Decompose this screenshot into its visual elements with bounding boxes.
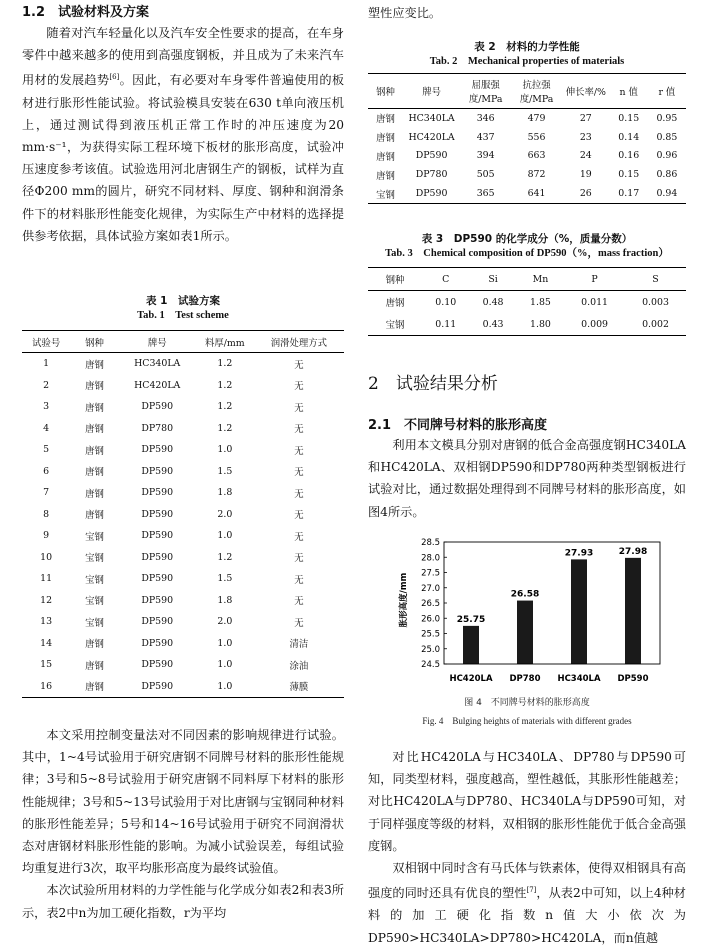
- table3-row: [368, 291, 686, 314]
- table1-cell: 唐钢: [85, 682, 104, 694]
- table2-cell: 641: [527, 188, 546, 200]
- table1-cell: 1.0: [217, 659, 233, 671]
- table2-cell: 556: [527, 131, 546, 143]
- table1-row: [22, 525, 344, 547]
- para4-text: 利用本文模具分别对唐钢的低合金高强度钢HC340LA和HC420LA、双相钢DP590和DP780两种类型钢板进行试验对比，通过数据处理得到不同牌号材料的胀形高度，如图4所示。: [368, 438, 686, 519]
- table2-header: 牌号: [422, 87, 441, 98]
- table1-cell: DP590: [141, 508, 174, 520]
- table1-cell: DP590: [141, 573, 174, 585]
- table1-cell: 唐钢: [85, 402, 104, 414]
- table1-cell: 14: [40, 637, 53, 649]
- table1-cell: 1.5: [217, 573, 233, 585]
- table1-cell: HC340LA: [134, 358, 181, 370]
- table2-cell: 0.94: [656, 188, 678, 200]
- table2-row: [368, 147, 686, 166]
- table1-cell: 4: [43, 422, 50, 434]
- table1-cell: 宝钢: [85, 574, 104, 586]
- table3-cell: 1.85: [530, 296, 551, 308]
- table1-cell: 1.0: [217, 637, 233, 649]
- table1-cell: 清洁: [289, 639, 309, 651]
- bar-value-label: 27.98: [618, 546, 648, 557]
- para6-tail: ，从表2中可知，以上4种材料的加工硬化指数n值大小依次为DP590>HC340LA>DP780>HC420LA，而n值越: [368, 886, 686, 945]
- table1-cell: HC420LA: [134, 379, 181, 391]
- table2-cell: 26: [579, 188, 592, 200]
- table1-header: 料厚/mm: [204, 337, 245, 349]
- table2-cell: 27: [579, 112, 592, 124]
- table1-cell: 宝钢: [85, 617, 104, 629]
- y-tick-label: 26.0: [421, 614, 440, 625]
- bars: [457, 547, 647, 664]
- table1-cell: 涂油: [289, 660, 309, 672]
- table1-cell: DP590: [141, 487, 174, 499]
- table3-cell: 0.002: [642, 318, 669, 330]
- table1-cell: 唐钢: [85, 467, 104, 479]
- table1-row: [22, 633, 344, 655]
- bar-dp780: [517, 601, 533, 664]
- section-heading-2: 2 试验结果分析: [368, 374, 498, 394]
- table3-cell: 0.11: [435, 318, 457, 330]
- paragraph-4: [368, 434, 686, 523]
- table1-cell: 3: [43, 401, 50, 413]
- table3-header: 钢种: [385, 275, 405, 286]
- y-tick-label: 26.5: [421, 599, 440, 609]
- table1-cell: 唐钢: [85, 359, 104, 371]
- table1-cell: 2.0: [217, 508, 233, 520]
- table3-cell: 0.48: [482, 296, 504, 308]
- table1-row: [22, 504, 344, 526]
- table1-cell: DP590: [141, 401, 174, 413]
- table2-cell: HC420LA: [408, 131, 455, 143]
- table1-cell: 11: [40, 573, 53, 585]
- table2-cell: 0.85: [656, 131, 678, 143]
- para1-tail: 。因此，有必要对车身零件普遍使用的板材进行胀形性能试验。将试验模具安装在630 t单向液压机上，通过测试得到液压机正常工作时的冲压速度为20 mm·s⁻¹，为获得实际工程环境下板材的胀形高度，试验冲压速度参考该值。试验选用河北唐钢生产的钢板，试样为直径Φ200 mm的圆片，研究不同材料、厚度、钢种和润滑条件下的材料胀形性能变化规律，为实际生产中材料的选择提供参考依据，具体试验方案如表1所示。: [22, 73, 345, 243]
- table1-cell: 唐钢: [85, 445, 104, 457]
- table1-cell: 1.0: [217, 680, 233, 692]
- bar-chart-figure4: [392, 532, 668, 688]
- figure4-caption-zh: 图 4 不同牌号材料的胀形高度: [464, 698, 590, 708]
- table2-header: 抗拉强度/MPa: [519, 80, 554, 105]
- table1-cell: 无: [294, 617, 304, 629]
- table2-cell: 唐钢: [376, 170, 395, 182]
- table2-cell: 0.95: [656, 112, 678, 124]
- y-tick-label: 25.0: [421, 644, 440, 655]
- paragraph-5: [368, 746, 686, 949]
- table1-cell: 宝钢: [85, 531, 104, 543]
- table1-cell: 无: [294, 596, 304, 608]
- table1-cell: DP590: [141, 680, 174, 692]
- x-tick-label: HC420LA: [449, 674, 493, 684]
- table2-cell: 394: [476, 150, 495, 162]
- table2: [368, 73, 686, 204]
- table1-cell: 9: [43, 530, 50, 542]
- table2-cell: 663: [527, 150, 546, 162]
- table1-cell: 唐钢: [85, 639, 104, 651]
- table1-cell: 2.0: [217, 616, 233, 628]
- table1-row: [22, 568, 344, 590]
- table1-row: [22, 654, 344, 676]
- para1-text: 随着对汽车轻量化以及汽车安全性要求的提高，在车身零件中越来越多的使用到高强度钢板，并且成为了未来汽车用材的发展趋势: [22, 26, 344, 88]
- table1-cell: 无: [294, 402, 304, 414]
- table2-block: [368, 40, 686, 204]
- table1-cell: 6: [43, 465, 50, 477]
- table2-cell: 505: [476, 169, 495, 181]
- table3-header: P: [591, 273, 598, 285]
- table2-cell: 872: [527, 169, 546, 181]
- table2-cell: 19: [579, 169, 592, 181]
- table1-cell: 2: [43, 379, 50, 391]
- citation-6: [6]: [109, 73, 120, 82]
- bar-hc340la: [571, 559, 587, 664]
- table1-cell: DP590: [141, 465, 174, 477]
- table2-cell: 23: [579, 131, 592, 143]
- table1-row: [22, 590, 344, 612]
- table2-cell: 唐钢: [376, 114, 395, 126]
- table2-cell: 唐钢: [376, 133, 395, 145]
- table3-header: Si: [488, 273, 498, 285]
- table1-cell: 唐钢: [85, 424, 104, 436]
- table3-caption-en: Tab. 3 Chemical composition of DP590（%，mass fraction）: [385, 248, 669, 259]
- para3-text: 本次试验所用材料的力学性能与化学成分如表2和表3所示，表2中n为加工硬化指数，r为平均: [22, 883, 344, 920]
- x-axis-labels: [449, 674, 648, 684]
- table3-block: [368, 232, 686, 336]
- table2-body: [368, 109, 686, 204]
- table3-row: [368, 313, 686, 336]
- bar-dp590: [625, 558, 641, 664]
- table2-cell: 24: [579, 150, 592, 162]
- table1-cell: 无: [294, 359, 304, 371]
- table2-header: 伸长率/%: [565, 87, 606, 98]
- table3-header: Mn: [532, 273, 549, 285]
- para2-text: 本文采用控制变量法对不同因素的影响规律进行试验。其中，1~4号试验用于研究唐钢不同牌号材料的胀形性能规律；3号和5~8号试验用于研究唐钢不同料厚下材料的胀形性能规律；3号和5~13号试验用于对比唐钢与宝钢同种材料的胀形性能差异；5号和14~16号试验用于研究不同润滑状态对唐钢材料胀形性能的影响。为减小试验误差，每组试验均重复进行3次，取平均胀形高度为最终试验值。: [22, 728, 344, 876]
- table3-cell: 0.43: [482, 318, 504, 330]
- table2-cell: DP780: [415, 169, 448, 181]
- table2-cell: 346: [476, 112, 495, 124]
- y-tick-label: 24.5: [421, 660, 440, 670]
- table3-cell: 1.80: [530, 318, 551, 330]
- table1-cell: 唐钢: [85, 510, 104, 522]
- y-tick-label: 25.5: [421, 629, 440, 640]
- table2-caption-en: Tab. 2 Mechanical properties of materials: [429, 56, 625, 67]
- table2-cell: 唐钢: [376, 151, 395, 163]
- table1-row: [22, 461, 344, 483]
- table1: [22, 330, 344, 698]
- table2-cell: HC340LA: [408, 112, 455, 124]
- table1-body: [22, 353, 344, 698]
- table2-cell: DP590: [415, 150, 448, 162]
- table1-cell: 8: [43, 508, 50, 520]
- continued-line: 塑性应变比。: [368, 6, 442, 20]
- table1-cell: 16: [40, 680, 53, 692]
- table2-cell: 宝钢: [376, 189, 395, 201]
- table1-cell: 无: [294, 531, 304, 543]
- y-tick-label: 28.0: [421, 553, 440, 564]
- table1-block: [22, 294, 344, 698]
- table1-cell: 10: [40, 551, 53, 563]
- table2-cell: 0.15: [618, 112, 640, 124]
- table1-cell: 无: [294, 467, 304, 479]
- table3-caption-zh: 表 3 DP590 的化学成分（%，质量分数）: [421, 233, 633, 245]
- table1-cell: 宝钢: [85, 553, 104, 565]
- table1-header-row: [22, 331, 344, 353]
- table1-cell: DP780: [141, 422, 174, 434]
- table1-cell: DP590: [141, 659, 174, 671]
- table1-cell: 无: [294, 445, 304, 457]
- table1-cell: 1: [43, 358, 50, 370]
- table1-cell: 1.2: [217, 422, 233, 434]
- table1-cell: 无: [294, 553, 304, 565]
- table2-header-row: [368, 74, 686, 109]
- table2-cell: 437: [476, 131, 495, 143]
- table1-cell: 15: [40, 659, 53, 671]
- x-tick-label: DP590: [617, 674, 649, 684]
- table3-header-row: [368, 268, 686, 291]
- table1-row: [22, 482, 344, 504]
- table1-cell: 唐钢: [85, 488, 104, 500]
- y-axis-label: 胀形高度/mm: [399, 572, 409, 628]
- bar-hc420la: [463, 626, 479, 664]
- table1-caption-en: Tab. 1 Test scheme: [137, 310, 229, 321]
- table1-cell: 宝钢: [85, 596, 104, 608]
- table1-row: [22, 375, 344, 397]
- table2-caption-zh: 表 2 材料的力学性能: [474, 41, 580, 53]
- table1-row: [22, 611, 344, 633]
- table1-cell: 1.2: [217, 379, 233, 391]
- table3-cell: 0.10: [435, 296, 457, 308]
- table2-cell: 0.17: [618, 188, 640, 200]
- y-axis-ticks: [421, 538, 447, 670]
- bar-value-label: 26.58: [510, 589, 540, 600]
- para6-text: 双相钢中同时含有马氏体与铁素体，使得双相钢具有高强度的同时还具有优良的塑性: [368, 861, 686, 901]
- table1-cell: 1.8: [217, 487, 233, 499]
- table2-row: [368, 128, 686, 147]
- table1-row: [22, 353, 344, 375]
- table2-header: r 值: [658, 87, 676, 98]
- citation-7: [7]: [526, 886, 537, 895]
- table2-header: 钢种: [376, 87, 395, 98]
- table1-cell: DP590: [141, 530, 174, 542]
- table1-cell: 12: [40, 594, 53, 606]
- section-heading-1-2: 1.2 试验材料及方案: [22, 5, 150, 20]
- table1-cell: 1.0: [217, 444, 233, 456]
- bar-value-label: 25.75: [456, 614, 486, 625]
- table1-cell: DP590: [141, 594, 174, 606]
- table1-cell: 无: [294, 488, 304, 500]
- paragraph-2: [22, 724, 344, 924]
- table2-row: [368, 109, 686, 128]
- section-heading-2-1: 2.1 不同牌号材料的胀形高度: [368, 418, 548, 433]
- table1-cell: 1.2: [217, 551, 233, 563]
- table2-cell: 0.86: [656, 169, 678, 181]
- table3-cell: 0.011: [581, 296, 608, 308]
- table1-header: 牌号: [147, 337, 167, 349]
- table1-row: [22, 418, 344, 440]
- table1-row: [22, 439, 344, 461]
- table2-header: 屈服强度/MPa: [468, 80, 503, 105]
- table2-cell: 365: [476, 188, 495, 200]
- table1-cell: 无: [294, 574, 304, 586]
- y-tick-label: 27.0: [421, 583, 440, 594]
- table1-cell: 1.8: [217, 594, 233, 606]
- table1-cell: 1.0: [217, 530, 233, 542]
- table1-cell: DP590: [141, 616, 174, 628]
- table1-cell: 7: [43, 487, 50, 499]
- y-tick-label: 28.5: [421, 538, 440, 548]
- table1-cell: 无: [294, 424, 304, 436]
- table1-cell: 无: [294, 510, 304, 522]
- table3: [368, 267, 686, 336]
- table2-cell: DP590: [415, 188, 448, 200]
- table2-row: [368, 184, 686, 203]
- table1-cell: 无: [294, 381, 304, 393]
- figure4-caption: [368, 696, 686, 728]
- table1-cell: DP590: [141, 637, 174, 649]
- table1-header: 润滑处理方式: [270, 337, 328, 349]
- table1-header: 试验号: [32, 337, 61, 349]
- table1-caption-zh: 表 1 试验方案: [146, 295, 220, 307]
- table1-cell: 1.2: [217, 358, 233, 370]
- table1-row: [22, 676, 344, 698]
- table1-row: [22, 547, 344, 569]
- table1-header: 钢种: [85, 337, 104, 349]
- table1-cell: 1.5: [217, 465, 233, 477]
- table1-cell: 13: [40, 616, 53, 628]
- table3-cell: 0.003: [642, 296, 669, 308]
- table3-header: S: [652, 273, 659, 285]
- x-tick-label: DP780: [509, 674, 541, 684]
- table2-row: [368, 165, 686, 184]
- table2-header: n 值: [619, 87, 638, 98]
- table2-cell: 0.15: [618, 169, 640, 181]
- x-tick-label: HC340LA: [557, 674, 601, 684]
- figure4-caption-en: Fig. 4 Bulging heights of materials with different grades: [422, 716, 632, 726]
- table1-cell: 唐钢: [85, 381, 104, 393]
- table2-cell: 479: [527, 112, 546, 124]
- y-tick-label: 27.5: [421, 568, 440, 579]
- table3-cell: 唐钢: [385, 298, 405, 309]
- table3-cell: 0.009: [581, 318, 608, 330]
- table1-cell: DP590: [141, 551, 174, 563]
- table1-cell: 5: [43, 444, 50, 456]
- table1-cell: 1.2: [217, 401, 233, 413]
- bar-value-label: 27.93: [564, 548, 594, 559]
- table2-cell: 0.14: [618, 131, 640, 143]
- para5-text: 对比HC420LA与HC340LA、DP780与DP590可知，同类型材料，强度越高，塑性越低，其胀形性能越差；对比HC420LA与DP780、HC340LA与DP590可知，对于同样强度等级的材料，双相钢的胀形性能优于低合金高强度钢。: [368, 750, 686, 853]
- table3-body: [368, 291, 686, 336]
- table3-header: C: [442, 273, 450, 285]
- table2-cell: 0.96: [656, 150, 678, 162]
- table3-cell: 宝钢: [385, 320, 405, 331]
- table1-cell: 唐钢: [85, 660, 104, 672]
- table1-row: [22, 396, 344, 418]
- table1-cell: DP590: [141, 444, 174, 456]
- table1-cell: 薄膜: [289, 682, 309, 694]
- paragraph-1: [22, 22, 344, 247]
- table2-cell: 0.16: [618, 150, 640, 162]
